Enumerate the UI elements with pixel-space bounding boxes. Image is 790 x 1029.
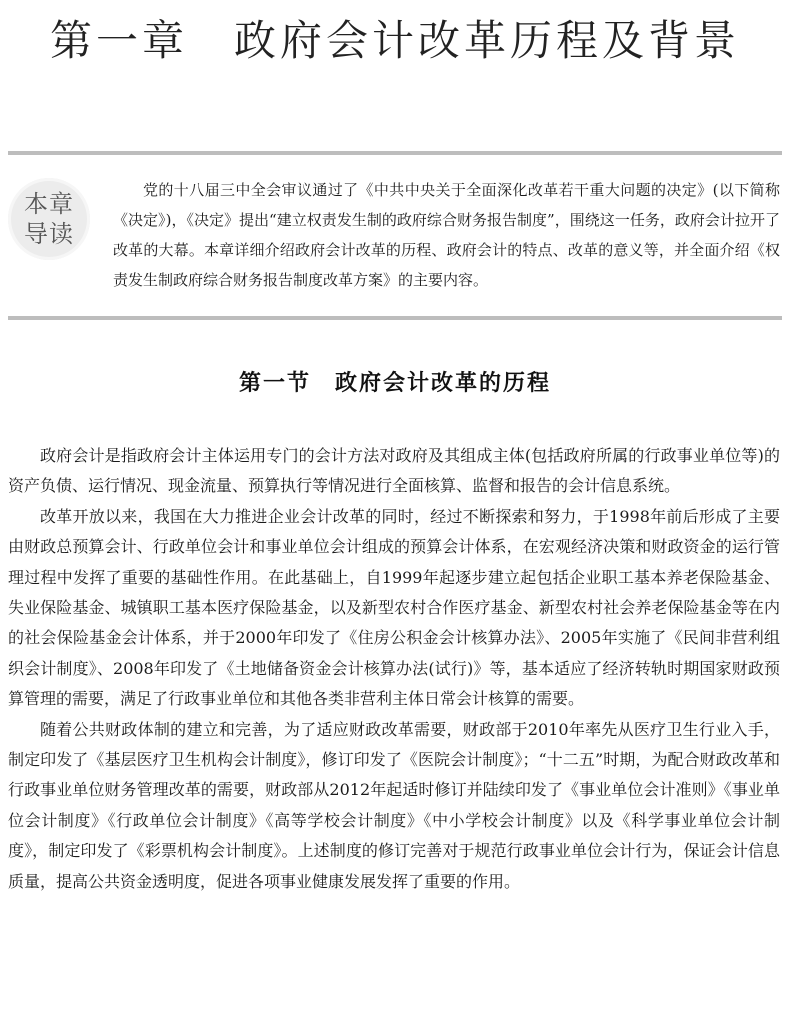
badge-line-2: 导读 [24, 220, 74, 248]
paragraph: 政府会计是指政府会计主体运用专门的会计方法对政府及其组成主体(包括政府所属的行政事业单位等)的资产负债、运行情况、现金流量、预算执行等情况进行全面核算、监督和报告的会计信息系统。 [8, 446, 780, 496]
paragraph: 随着公共财政体制的建立和完善，为了适应财政改革需要，财政部于2010年率先从医疗卫生行业入手，制定印发了《基层医疗卫生机构会计制度》，修订印发了《医院会计制度》；“十二五”时期，为配合财政改革和行政事业单位财务管理改革的需要，财政部从2012年起适时修订并陆续印发了《事业单位会计准则》《事业单位会计制度》《行政单位会计制度》《高等学校会计制度》《中小学校会计制度》以及《科学事业单位会计制度》，制定印发了《彩票机构会计制度》。上述制度的修订完善对于规范行政事业单位会计行为，保证会计信息质量，提高公共资金透明度，促进各项事业健康发展发挥了重要的作用。 [8, 719, 780, 891]
paragraph: 改革开放以来，我国在大力推进企业会计改革的同时，经过不断探索和努力，于1998年前后形成了主要由财政总预算会计、行政单位会计和事业单位会计组成的预算会计体系，在宏观经济决策和财政资金的运行管理过程中发挥了重要的基础性作用。在此基础上，自1999年起逐步建立起包括企业职工基本养老保险基金、失业保险基金、城镇职工基本医疗保险基金，以及新型农村合作医疗基金、新型农村社会养老保险基金等在内的社会保险基金会计体系，并于2000年印发了《住房公积金会计核算办法》、2005年实施了《民间非营利组织会计制度》、2008年印发了《土地储备资金会计核算办法(试行)》等，基本适应了经济转轨时期国家财政预算管理的需要，满足了行政事业单位和其他各类非营利主体日常会计核算的需要。 [8, 506, 780, 709]
chapter-intro-text: 党的十八届三中全会审议通过了《中共中央关于全面深化改革若干重大问题的决定》(以下简称《决定》)，《决定》提出“建立权责发生制的政府综合财务报告制度”，围绕这一任务，政府会计拉开了改革的大幕。本章详细介绍政府会计改革的历程、政府会计的特点、改革的意义等，并全面介绍《权责发生制政府综合财务报告制度改革方案》的主要内容。 [113, 181, 780, 289]
body-text [8, 441, 780, 897]
chapter-guide-badge [8, 178, 90, 260]
section-title: 第一节 政府会计改革的历程 [238, 371, 551, 396]
intro-bottom-divider [8, 316, 782, 320]
intro-top-divider [8, 151, 782, 155]
badge-line-1: 本章 [24, 190, 74, 218]
chapter-title: 第一章 政府会计改革历程及背景 [49, 16, 740, 65]
